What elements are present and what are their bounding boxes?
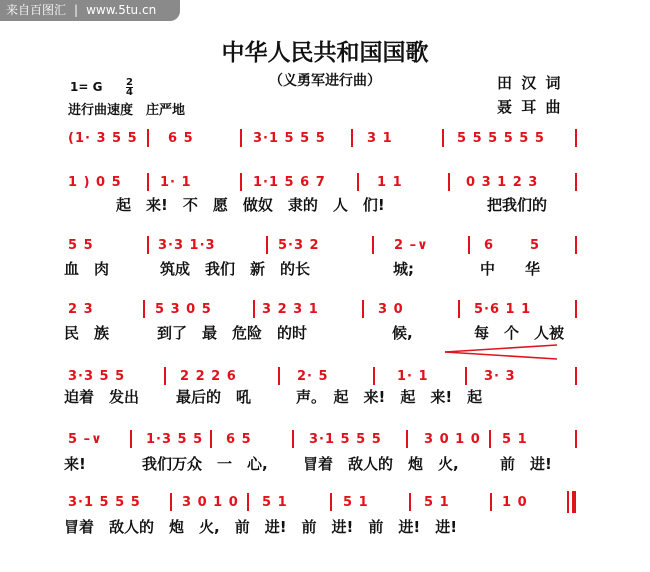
barline bbox=[458, 300, 460, 318]
barline bbox=[465, 367, 467, 385]
barline bbox=[489, 430, 491, 448]
lyric-text: 声。 起 来! 起 来! 起 bbox=[296, 388, 483, 406]
notation-measure: 1·3 5 5 bbox=[146, 432, 204, 447]
notation-measure: 6 bbox=[484, 238, 495, 253]
notation-measure: 5 1 bbox=[502, 432, 528, 447]
tempo-marking: 进行曲速度 庄严地 bbox=[68, 103, 186, 118]
lyric-text: 把我们的 bbox=[487, 196, 548, 214]
time-signature-top: 2 bbox=[126, 77, 133, 88]
final-barline-thick bbox=[572, 491, 576, 513]
notation-row bbox=[0, 236, 650, 256]
song-subtitle: （义勇军进行曲） bbox=[269, 73, 381, 89]
lyric-text: 迫着 发出 bbox=[64, 388, 140, 406]
watermark-banner bbox=[0, 0, 180, 21]
lyric-text: 冒着 敌人的 炮 火, 前 进! 前 进! 前 进! 进! bbox=[64, 518, 458, 536]
barline bbox=[130, 430, 132, 448]
notation-row bbox=[0, 300, 650, 320]
lyrics-row bbox=[0, 322, 650, 342]
notation-measure: 5 3 0 5 bbox=[155, 302, 212, 317]
notation-measure: 3·1 5 5 5 bbox=[253, 131, 326, 146]
lyric-text: 筑成 我们 新 的长 bbox=[160, 260, 311, 278]
notation-row bbox=[0, 129, 650, 149]
crescendo-hairpin bbox=[445, 343, 560, 361]
lyrics-row bbox=[0, 386, 650, 406]
notation-measure: 5 1 bbox=[262, 495, 288, 510]
barline bbox=[575, 129, 577, 147]
notation-measure: 2 3 bbox=[68, 302, 94, 317]
barline bbox=[240, 129, 242, 147]
barline bbox=[170, 493, 172, 511]
notation-row bbox=[0, 493, 650, 513]
barline bbox=[143, 300, 145, 318]
notation-measure: 6 5 bbox=[226, 432, 252, 447]
lyricist-credit: 田 汉 词 bbox=[497, 74, 563, 92]
notation-measure: 1 ) 0 5 bbox=[68, 175, 122, 190]
lyric-text: 起 来! 不 愿 做奴 隶的 人 们! bbox=[116, 196, 385, 214]
barline bbox=[406, 430, 408, 448]
watermark-url: www.5tu.cn bbox=[86, 3, 157, 17]
barline bbox=[442, 129, 444, 147]
lyrics-row bbox=[0, 516, 650, 536]
notation-row bbox=[0, 173, 650, 193]
notation-measure: 1 0 bbox=[502, 495, 528, 510]
barline bbox=[266, 236, 268, 254]
key-signature: 1= G bbox=[70, 80, 103, 94]
barline bbox=[253, 300, 255, 318]
barline bbox=[351, 129, 353, 147]
notation-measure: 3 0 bbox=[378, 302, 404, 317]
time-signature-bottom: 4 bbox=[126, 87, 133, 98]
notation-measure: 5 5 5 5 5 5 bbox=[457, 131, 545, 146]
barline bbox=[575, 236, 577, 254]
notation-measure: (1· 3 5 5 bbox=[68, 131, 138, 146]
notation-measure: 5·3 2 bbox=[278, 238, 320, 253]
barline bbox=[278, 367, 280, 385]
notation-row bbox=[0, 430, 650, 450]
barline bbox=[147, 236, 149, 254]
lyric-text: 来! bbox=[64, 455, 86, 473]
barline bbox=[575, 430, 577, 448]
lyric-text: 候, bbox=[392, 324, 413, 342]
lyric-text: 每 个 人被 bbox=[474, 324, 565, 342]
lyric-text: 民 族 bbox=[64, 324, 110, 342]
barline bbox=[448, 173, 450, 191]
barline bbox=[409, 493, 411, 511]
notation-measure: 5 –∨ bbox=[68, 432, 103, 447]
notation-measure: 3·3 5 5 bbox=[68, 369, 126, 384]
notation-row bbox=[0, 367, 650, 387]
time-signature bbox=[126, 78, 133, 97]
barline bbox=[373, 367, 375, 385]
barline bbox=[372, 236, 374, 254]
notation-measure: 5·6 1 1 bbox=[474, 302, 532, 317]
notation-measure: 5 5 bbox=[68, 238, 94, 253]
lyric-text: 最后的 吼 bbox=[176, 388, 252, 406]
barline bbox=[357, 173, 359, 191]
lyric-text: 中 华 bbox=[480, 260, 541, 278]
notation-measure: 3 1 bbox=[367, 131, 393, 146]
barline bbox=[575, 173, 577, 191]
notation-measure: 3·3 1·3 bbox=[158, 238, 216, 253]
lyrics-row bbox=[0, 194, 650, 214]
lyrics-row bbox=[0, 258, 650, 278]
notation-measure: 5 bbox=[530, 238, 541, 253]
notation-measure: 3·1 5 5 5 bbox=[309, 432, 382, 447]
notation-measure: 2 2 2 6 bbox=[180, 369, 237, 384]
notation-measure: 3·1 5 5 5 bbox=[68, 495, 141, 510]
composer-credit: 聂 耳 曲 bbox=[497, 98, 563, 116]
barline bbox=[575, 300, 577, 318]
lyric-text: 我们万众 一 心, bbox=[142, 455, 268, 473]
notation-measure: 5 1 bbox=[424, 495, 450, 510]
notation-measure: 2 –∨ bbox=[394, 238, 429, 253]
barline bbox=[147, 129, 149, 147]
notation-measure: 1 1 bbox=[377, 175, 403, 190]
lyric-text: 到了 最 危险 的时 bbox=[157, 324, 308, 342]
barline bbox=[292, 430, 294, 448]
barline bbox=[468, 236, 470, 254]
barline bbox=[247, 493, 249, 511]
song-title: 中华人民共和国国歌 bbox=[221, 40, 429, 66]
lyric-text: 冒着 敌人的 炮 火, bbox=[303, 455, 459, 473]
barline bbox=[240, 173, 242, 191]
notation-measure: 1· 1 bbox=[160, 175, 192, 190]
notation-measure: 6 5 bbox=[168, 131, 194, 146]
final-barline-thin bbox=[567, 491, 569, 513]
lyrics-row bbox=[0, 453, 650, 473]
lyric-text: 城; bbox=[393, 260, 414, 278]
barline bbox=[147, 173, 149, 191]
barline bbox=[210, 430, 212, 448]
barline bbox=[164, 367, 166, 385]
barline bbox=[575, 367, 577, 385]
watermark-site-name: 来自百图汇 bbox=[6, 3, 67, 17]
watermark-separator: | bbox=[74, 3, 79, 17]
barline bbox=[330, 493, 332, 511]
notation-measure: 2· 5 bbox=[297, 369, 329, 384]
lyric-text: 前 进! bbox=[500, 455, 552, 473]
barline bbox=[490, 493, 492, 511]
lyric-text: 血 肉 bbox=[64, 260, 110, 278]
notation-measure: 3 2 3 1 bbox=[262, 302, 319, 317]
notation-measure: 0 3 1 2 3 bbox=[466, 175, 539, 190]
notation-measure: 3 0 1 0 bbox=[182, 495, 239, 510]
notation-measure: 3· 3 bbox=[484, 369, 516, 384]
notation-measure: 3 0 1 0 bbox=[424, 432, 481, 447]
notation-measure: 1·1 5 6 7 bbox=[253, 175, 326, 190]
notation-measure: 1· 1 bbox=[397, 369, 429, 384]
notation-measure: 5 1 bbox=[343, 495, 369, 510]
barline bbox=[362, 300, 364, 318]
